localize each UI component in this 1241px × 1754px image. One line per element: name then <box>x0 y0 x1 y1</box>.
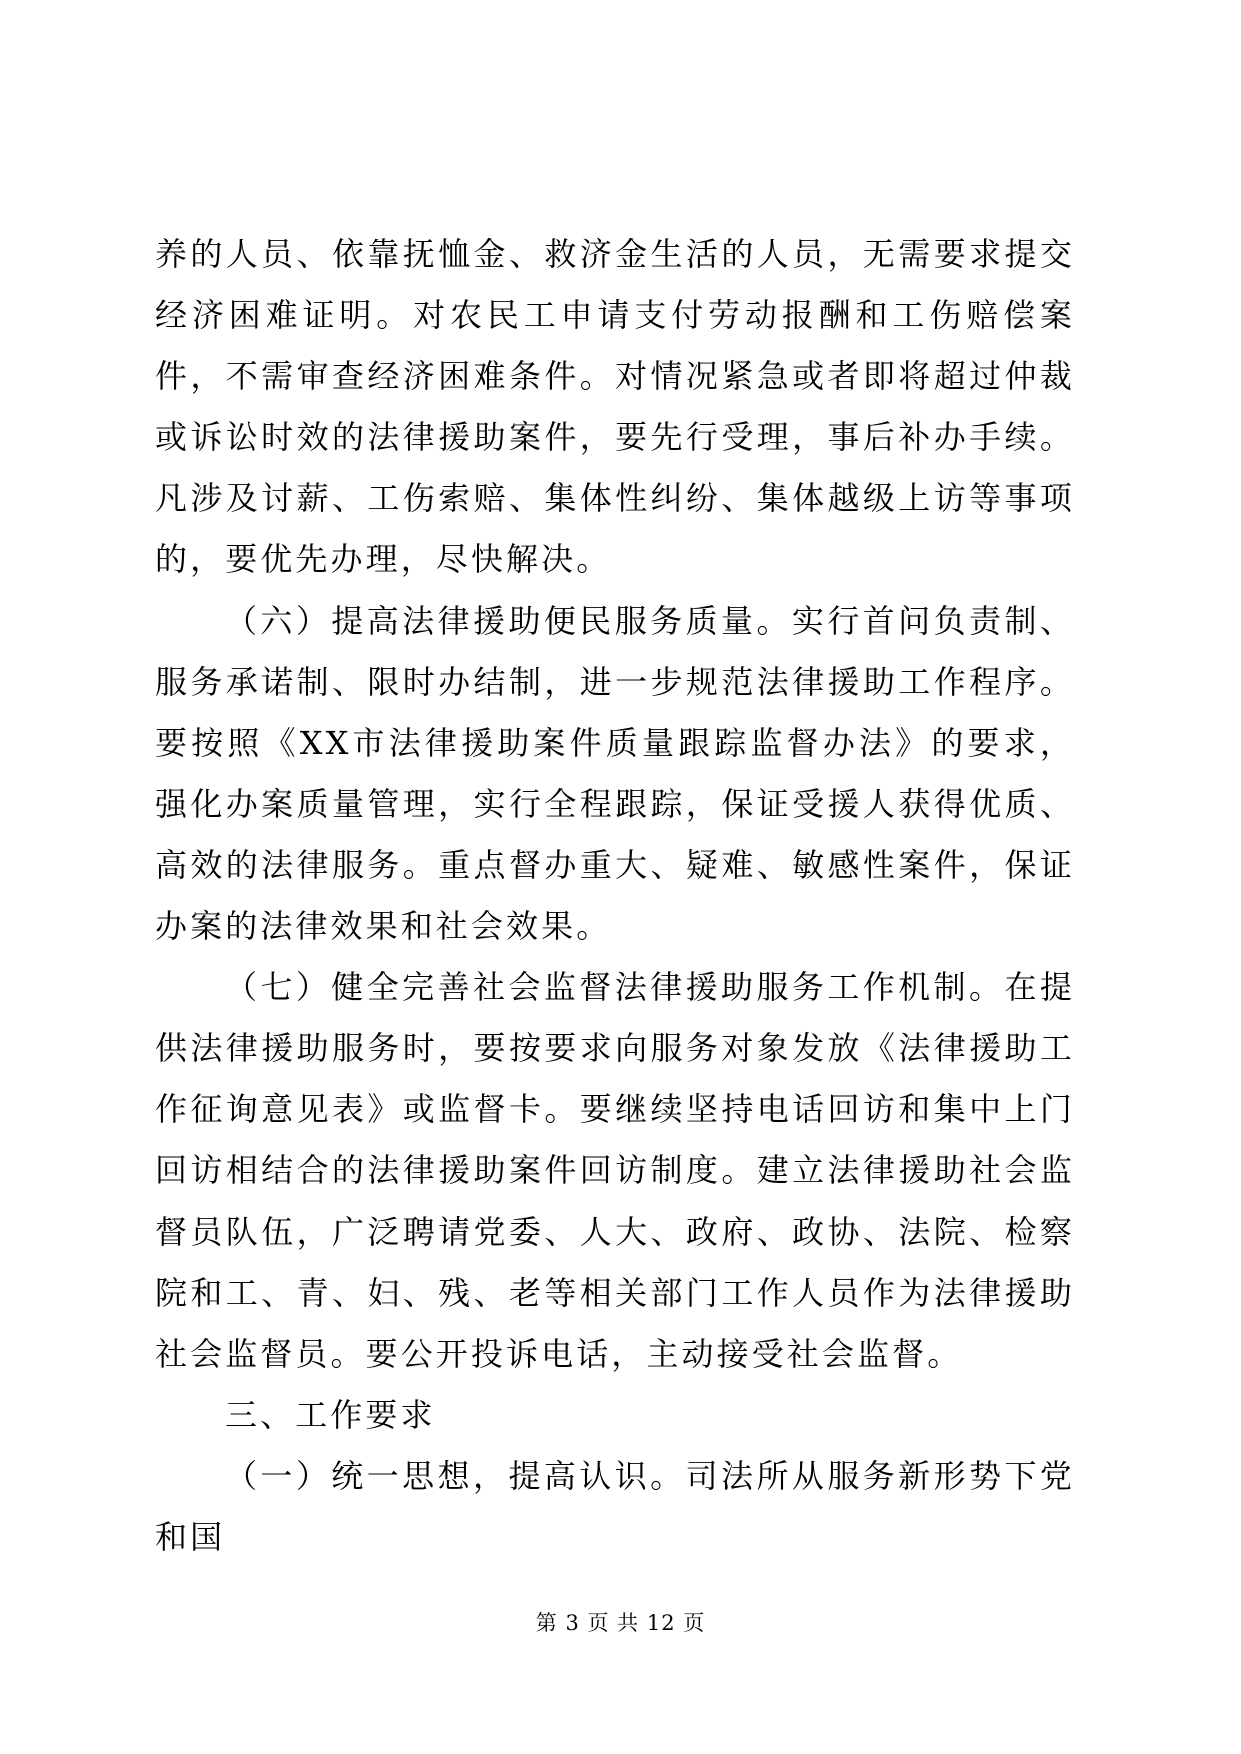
paragraph-item-seven: （七）健全完善社会监督法律援助服务工作机制。在提供法律援助服务时，要按要求向服务对象发放《法律援助工作征询意见表》或监督卡。要继续坚持电话回访和集中上门回访相结合的法律援助案件回访制度。建立法律援助社会监督员队伍，广泛聘请党委、人大、政府、政协、法院、检察院和工、青、妇、残、老等相关部门工作人员作为法律援助社会监督员。要公开投诉电话，主动接受社会监督。 <box>155 968 1075 1373</box>
paragraph-item-six: （六）提高法律援助便民服务质量。实行首问负责制、服务承诺制、限时办结制，进一步规范法律援助工作程序。要按照《XX市法律援助案件质量跟踪监督办法》的要求，强化办案质量管理，实行全程跟踪，保证受援人获得优质、高效的法律服务。重点督办重大、疑难、敏感性案件，保证办案的法律效果和社会效果。 <box>155 601 1075 946</box>
document-body <box>155 224 1075 1568</box>
section-heading-work-requirements: 三、工作要求 <box>225 1395 436 1434</box>
paragraph-item-one: （一）统一思想，提高认识。司法所从服务新形势下党和国 <box>155 1456 1075 1556</box>
paragraph-continuation: 养的人员、依靠抚恤金、救济金生活的人员，无需要求提交经济困难证明。对农民工申请支付劳动报酬和工伤赔偿案件，不需审查经济困难条件。对情况紧急或者即将超过仲裁或诉讼时效的法律援助案件，要先行受理，事后补办手续。凡涉及讨薪、工伤索赔、集体性纠纷、集体越级上访等事项的，要优先办理，尽快解决。 <box>155 235 1075 579</box>
page-number-footer: 第 3 页 共 12 页 <box>535 1611 706 1635</box>
